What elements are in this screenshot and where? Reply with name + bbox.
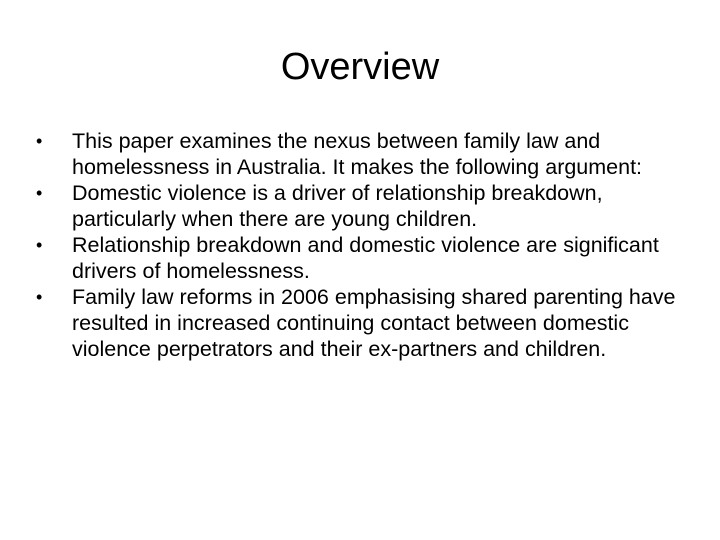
bullet-icon: • bbox=[36, 183, 43, 203]
bullet-item bbox=[36, 180, 696, 232]
bullet-item bbox=[36, 128, 696, 180]
bullet-list bbox=[36, 128, 696, 362]
bullet-text: Family law reforms in 2006 emphasising shared parenting have resulted in increased continuing contact between domestic violence perpetrators and their ex-partners and children. bbox=[72, 285, 676, 361]
bullet-item bbox=[36, 284, 696, 362]
bullet-text: Domestic violence is a driver of relationship breakdown, particularly when there are young children. bbox=[72, 181, 603, 231]
bullet-text: Relationship breakdown and domestic violence are significant drivers of homelessness. bbox=[72, 233, 659, 283]
bullet-text: This paper examines the nexus between family law and homelessness in Australia. It makes the following argument: bbox=[72, 129, 643, 179]
bullet-item bbox=[36, 232, 696, 284]
slide-title: Overview bbox=[280, 46, 440, 88]
bullet-icon: • bbox=[36, 235, 43, 255]
bullet-icon: • bbox=[36, 287, 43, 307]
bullet-icon: • bbox=[36, 131, 43, 151]
